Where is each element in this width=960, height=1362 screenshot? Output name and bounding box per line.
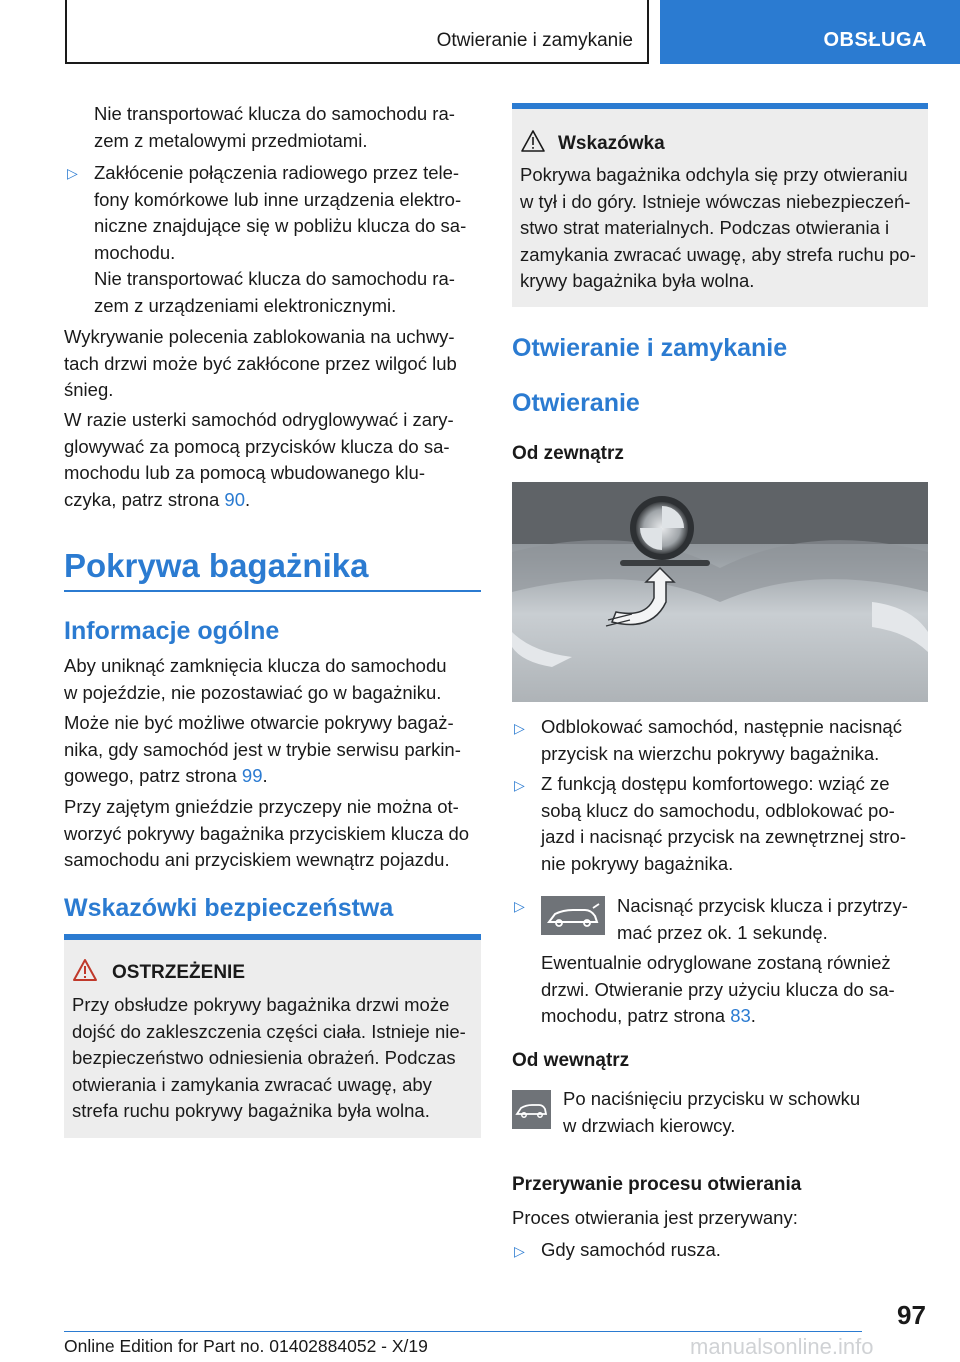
text-fragment: .: [750, 1005, 756, 1026]
heading-general-info: Informacje ogólne: [64, 617, 280, 645]
text-line: Wykrywanie polecenia zablokowania na uchwy-: [64, 326, 455, 347]
heading-open-close: Otwieranie i zamykanie: [512, 334, 788, 362]
text-line: otwierania i zamykania zwracać uwagę, aby: [72, 1073, 432, 1095]
text-line: zem z metalowymi przedmiotami.: [94, 129, 368, 151]
note-title: Wskazówka: [558, 133, 665, 154]
page-link-83[interactable]: 83: [730, 1005, 751, 1026]
text-line: Aby uniknąć zamknięcia klucza do samochodu: [64, 655, 447, 676]
text-line: tach drzwi może być zakłócone przez wilgoć lub: [64, 352, 457, 374]
text-line: mochodu lub za pomocą wbudowanego klu-: [64, 462, 425, 483]
text-line: [541, 1003, 895, 1030]
text-line: niczne znajdujące się w pobliżu klucza do sa-: [94, 215, 467, 236]
text-line: fony komórkowe lub inne urządzenia elektro-: [94, 188, 462, 210]
note-bar: [512, 103, 928, 109]
header-left-frame: [65, 0, 649, 64]
text-line: W razie usterki samochód odryglowywać i zary-: [64, 409, 454, 430]
text-line: Ewentualnie odryglowane zostaną również: [541, 952, 891, 973]
page-link-90[interactable]: 90: [224, 488, 245, 510]
chapter-label: OBSŁUGA: [823, 29, 927, 51]
text-line: bezpieczeństwo odniesienia obrażeń. Podczas: [72, 1047, 456, 1068]
text-fragment: gowego, patrz strona: [64, 765, 242, 786]
text-line: mać przez ok. 1 sekundę.: [617, 921, 828, 943]
warning-text: [72, 992, 466, 1125]
heading-trunk-lid: Pokrywa bagażnika: [64, 547, 369, 584]
text-line: nie pokrywy bagażnika.: [541, 852, 734, 874]
paragraph-malfunction: [64, 407, 454, 513]
text-line: sobą klucz do samochodu, odblokować po-: [541, 799, 895, 821]
text-line: zem z urządzeniami elektronicznymi.: [94, 294, 397, 316]
warning-triangle-icon: [72, 958, 98, 982]
text-line: Przy obsłudze pokrywy bagażnika drzwi może: [72, 994, 450, 1015]
bullet-triangle-icon: ▷: [67, 165, 78, 181]
text-line: drzwi. Otwieranie przy użyciu klucza do sa-: [541, 978, 895, 1000]
interrupt-text: Proces otwierania jest przerywany:: [512, 1207, 798, 1228]
text-line: nika, gdy samochód jest w trybie serwisu parkin-: [64, 738, 461, 760]
text-line: w pojeździe, nie pozostawiać go w bagażniku.: [64, 681, 442, 703]
text-line: przycisk na wierzchu pokrywy bagażnika.: [541, 742, 880, 764]
text-line: Nie transportować klucza do samochodu ra-: [94, 268, 455, 289]
trunk-button-photo: [512, 482, 928, 702]
text-line: strefa ruchu pokrywy bagażnika była wolna.: [72, 1100, 430, 1121]
section-title: Otwieranie i zamykanie: [436, 30, 633, 51]
paragraph-lock-detection: [64, 324, 457, 404]
text-line: Po naciśnięciu przycisku w schowku: [563, 1088, 861, 1109]
bullet-comfort-access: [541, 771, 906, 877]
text-line: zamykania zwracać uwagę, aby strefa ruchu po-: [520, 243, 916, 265]
text-line: Z funkcją dostępu komfortowego: wziąć ze: [541, 773, 890, 794]
bullet-radio-interference: [94, 160, 466, 266]
text-line: Nacisnąć przycisk klucza i przytrzy-: [617, 895, 908, 916]
bullet-unlock-press: [541, 714, 902, 767]
heading-opening: Otwieranie: [512, 389, 640, 417]
heading-from-inside: Od wewnątrz: [512, 1050, 630, 1071]
page-link-99[interactable]: 99: [241, 765, 263, 786]
paragraph-trailer-socket: [64, 794, 469, 874]
footer-rule: [64, 1331, 862, 1332]
heading-divider: [64, 590, 481, 592]
text-fragment: .: [244, 488, 251, 510]
bullet-triangle-icon: ▷: [514, 720, 525, 736]
bullet-triangle-icon: ▷: [514, 898, 525, 914]
heading-safety: Wskazówki bezpieczeństwa: [64, 894, 394, 922]
keep-away-note: [94, 101, 455, 154]
text-line: Nie transportować klucza do samochodu ra-: [94, 103, 455, 124]
text-line: mochodu.: [94, 241, 176, 263]
page-number: 97: [897, 1300, 926, 1330]
paragraph-avoid-lock-in: [64, 653, 447, 706]
text-line: stwo strat materialnych. Podczas otwierania i: [520, 217, 890, 238]
text-line: Może nie być możliwe otwarcie pokrywy bagaż-: [64, 712, 454, 733]
trunk-button-icon: [512, 1090, 551, 1129]
text-line: [64, 487, 454, 514]
text-line: Odblokować samochód, następnie nacisnąć: [541, 716, 902, 737]
text-line: krywy bagażnika była wolna.: [520, 270, 755, 291]
heading-interrupt: Przerywanie procesu otwierania: [512, 1174, 802, 1195]
text-line: glowywać za pomocą przycisków klucza do sa-: [64, 435, 450, 457]
text-fragment: czyka, patrz strona: [64, 488, 225, 510]
text-fragment: mochodu, patrz strona: [541, 1005, 731, 1026]
chapter-tab: [660, 0, 960, 64]
text-fragment: .: [262, 765, 268, 786]
text-line: w tył i do góry. Istnieje wówczas niebezpieczeń-: [520, 190, 911, 212]
text-line: dojść do zakleszczenia części ciała. Istnieje nie-: [72, 1020, 466, 1042]
text-line: Zakłócenie połączenia radiowego przez tele-: [94, 162, 460, 183]
text-line: śnieg.: [64, 379, 114, 400]
text-line: [64, 763, 461, 790]
inside-text: [563, 1086, 860, 1139]
bullet-triangle-icon: ▷: [514, 777, 525, 793]
trunk-open-key-icon: [541, 896, 605, 935]
warning-triangle-icon: [520, 129, 546, 153]
heading-from-outside: Od zewnątrz: [512, 443, 624, 464]
text-line: Przy zajętym gnieździe przyczepy nie można ot-: [64, 796, 459, 817]
bullet-key-hold: [617, 893, 908, 946]
bullet-car-moves: Gdy samochód rusza.: [541, 1239, 721, 1260]
text-line: w drzwiach kierowcy.: [563, 1114, 736, 1136]
keep-away-electronics: [94, 266, 455, 319]
text-line: samochodu ani przyciskiem wewnątrz pojazdu.: [64, 849, 450, 870]
watermark: manualsonline.info: [690, 1334, 874, 1359]
paragraph-parking-service: [64, 710, 461, 790]
note-text: [520, 162, 916, 295]
bullet-doors-unlock: [541, 950, 895, 1030]
text-line: jazd i nacisnąć przycisk na zewnętrznej stro-: [541, 826, 907, 847]
warning-title: OSTRZEŻENIE: [112, 962, 246, 983]
warning-bar: [64, 934, 481, 940]
text-line: worzyć pokrywy bagażnika przyciskiem klucza do: [64, 822, 470, 844]
bullet-triangle-icon: ▷: [514, 1243, 525, 1259]
footer-edition: Online Edition for Part no. 01402884052 - X/19: [64, 1336, 428, 1356]
text-line: Pokrywa bagażnika odchyla się przy otwieraniu: [520, 164, 908, 185]
